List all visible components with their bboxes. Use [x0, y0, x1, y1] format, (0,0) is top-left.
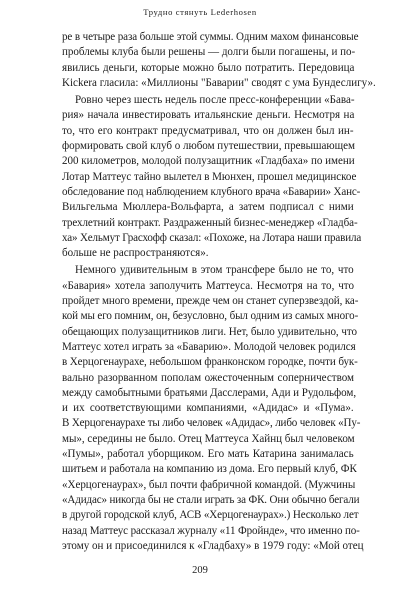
text-line: «Бавария» хотела заполучить Маттеуса. Несмотря на то, что [62, 279, 355, 292]
text-line: «Херцогенаурах», был почти фабричной командой. (Мужчины [62, 478, 356, 491]
text-line: явились деньги, которые можно было потратить. Передовица [62, 61, 355, 74]
text-line: «Адидас» никогда бы не стали играть за ФК. Они обычно бегали [62, 493, 360, 506]
text-line: кой мы его помним, он, безусловно, был одним из самых много- [62, 310, 359, 323]
text-line: назад Маттеус рассказал журналу «11 Фройнде», что именно по- [62, 524, 360, 537]
text-line: больше не распространяются». [62, 247, 209, 260]
text-line: в другой городской клуб, АСВ «Херцогенаурах».) Несколько лет [62, 509, 359, 522]
text-line: ре в четыре раза больше этой суммы. Одним махом финансовые [62, 31, 359, 43]
body-text [62, 30, 376, 554]
text-line: формировать свой клуб о любом путешествии, превышающем [62, 140, 355, 153]
text-line: мы», середины не было. Отец Маттеуса Хайнц был человеком [62, 432, 355, 445]
text-line: трехлетний контракт. Раздраженный бизнес-менеджер «Гладба- [62, 216, 358, 229]
text-line: в Херцогенаурахе, небольшом франконском городке, почти бук- [62, 356, 358, 369]
text-line: то, что его контракт предусматривал, что он должен был ин- [62, 124, 354, 137]
text-line: Ровно через шесть недель после пресс-конференции «Бава- [75, 94, 355, 107]
text-line: ха» Хельмут Грасхофф сказал: «Похоже, на Лотара наши правила [62, 231, 362, 244]
text-line: Немного удивительным в этом трансфере было не то, что [75, 264, 354, 277]
text-line: вально разорванном пополам ожесточенным соперничеством [62, 371, 355, 384]
text-line: В Херцогенаурахе ты либо человек «Адидас», либо человек «Пу- [62, 417, 361, 430]
running-header: Трудно стянуть Lederhosen [143, 7, 257, 17]
text-line: «Пумы», работал уборщиком. Его мать Катарина занималась [62, 448, 354, 461]
text-line: шитьем и работала на компанию из дома. Его первый клуб, ФК [62, 463, 357, 476]
text-line: между самобытными братьями Дасслерами, Ади и Рудольфом, [62, 386, 357, 399]
paragraph-2 [62, 93, 362, 261]
text-line: и их соответствующими компаниями, «Адидас» и «Пума». [62, 402, 354, 415]
text-line: Маттеус хотел играть за «Баварию». Молодой человек родился [62, 340, 356, 353]
text-line: обещающих полузащитников лиги. Нет, было удивительно, что [62, 325, 357, 338]
paragraph-3 [62, 263, 364, 554]
paragraph-1 [62, 30, 376, 91]
text-line: пройдет много времени, прежде чем он станет суперзвездой, ка- [62, 295, 359, 308]
text-line: проблемы клуба были решены — долги были погашены, и по- [62, 46, 356, 59]
text-line: рия» начала инвестировать итальянские деньги. Несмотря на [62, 109, 355, 122]
text-line: Лотар Маттеус тайно вылетел в Мюнхен, прошел медицинское [62, 170, 357, 183]
text-line: 200 километров, молодой полузащитник «Гладбаха» по имени [62, 155, 355, 168]
page-number: 209 [192, 565, 208, 576]
text-line: Kickera гласила: «Миллионы "Баварии" сводят с ума Бундеслигу». [62, 76, 376, 89]
text-line: этому он и присоединился к «Гладбаху» в 1979 году: «Мой отец [62, 539, 364, 552]
text-line: обследование под наблюдением клубного врача «Баварии» Ханс- [62, 185, 361, 198]
text-line: Вильгельма Мюллера-Вольфарта, а затем подписал с ними [62, 201, 354, 214]
